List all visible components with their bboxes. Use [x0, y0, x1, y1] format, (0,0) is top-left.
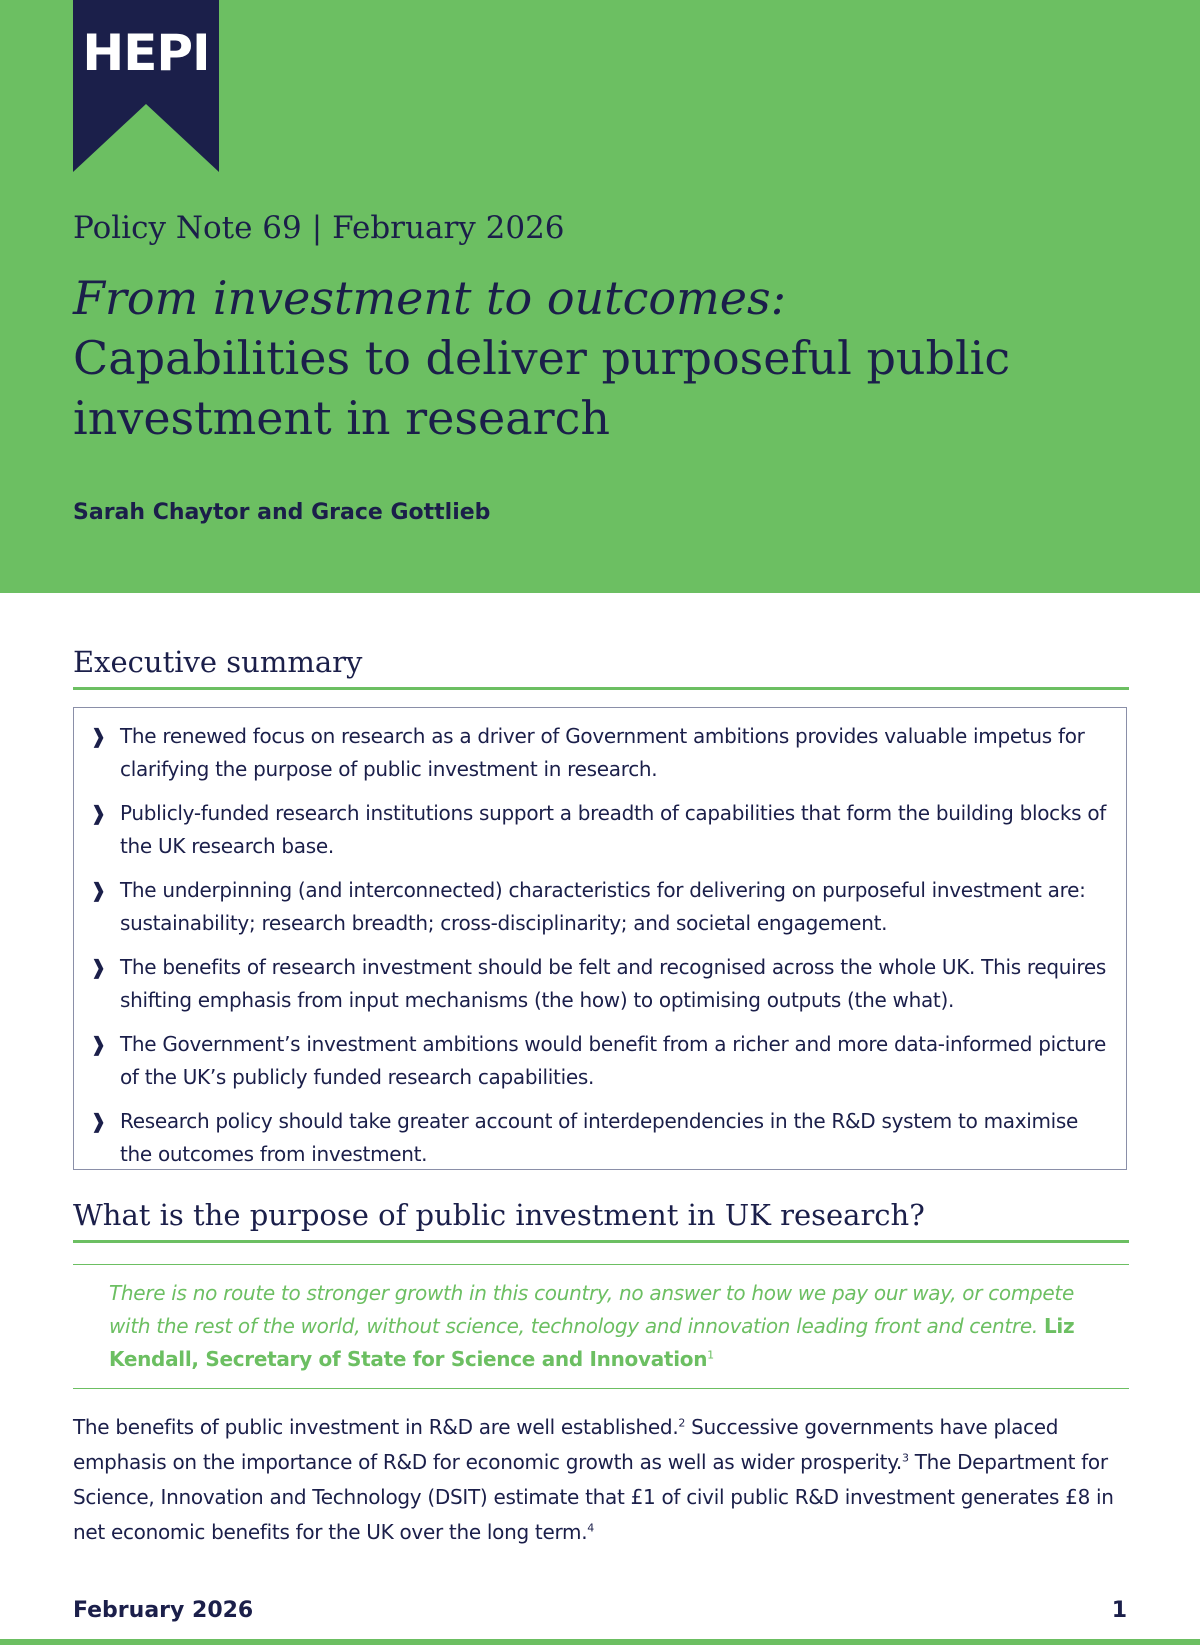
- footer-rule: [0, 1639, 1200, 1645]
- summary-item: [86, 720, 1108, 786]
- summary-item: [86, 1028, 1108, 1094]
- paragraph-sentence: The Department for Science, Innovation and Technology (DSIT) estimate that £1 of civil public R&D investment generates £8 in net economic benefits for the UK over the long term.: [73, 1450, 1114, 1544]
- footnote-marker: 4: [587, 1521, 594, 1535]
- authors: Sarah Chaytor and Grace Gottlieb: [73, 500, 491, 525]
- summary-item: [86, 1105, 1108, 1171]
- footnote-marker: 3: [901, 1451, 909, 1465]
- publication-meta: [73, 210, 565, 246]
- purpose-section-heading: What is the purpose of public investment in UK research?: [73, 1198, 1129, 1243]
- summary-item-text: Research policy should take greater account of interdependencies in the R&D system to maximise the outcomes from investment.: [120, 1109, 1079, 1166]
- chevron-right-icon: ❱: [90, 1032, 107, 1056]
- chevron-right-icon: ❱: [90, 878, 107, 902]
- chevron-right-icon: ❱: [90, 1109, 107, 1133]
- publication-date: February 2026: [332, 210, 565, 246]
- header-banner: [0, 0, 1200, 593]
- executive-summary-list: [86, 720, 1108, 1171]
- summary-item-text: The benefits of research investment should be felt and recognised across the whole UK. This requires shifting emphasis from input mechanisms (the how) to optimising outputs (the what).: [120, 955, 1107, 1012]
- executive-summary-box: [73, 707, 1127, 1170]
- footer-date: February 2026: [73, 1598, 254, 1623]
- chevron-right-icon: ❱: [90, 724, 107, 748]
- series-label: Policy Note 69: [73, 210, 302, 246]
- footnote-marker: 2: [678, 1416, 686, 1430]
- document-title: [73, 268, 1153, 448]
- pull-quote: [73, 1264, 1129, 1389]
- paragraph-sentence: Successive governments have placed emphasis on the importance of R&D for economic growth as well as wider prosperity.: [73, 1415, 1059, 1474]
- title-line-2: Capabilities to deliver purposeful public investment in research: [73, 331, 1011, 445]
- summary-item: [86, 874, 1108, 940]
- hepi-logo: [73, 0, 219, 172]
- summary-item-text: The renewed focus on research as a driver of Government ambitions provides valuable impetus for clarifying the purpose of public investment in research.: [120, 724, 1085, 781]
- quote-attribution: Liz Kendall, Secretary of State for Science and Innovation: [109, 1314, 1075, 1371]
- paragraph-sentence: The benefits of public investment in R&D are well established.: [73, 1415, 679, 1439]
- chevron-right-icon: ❱: [90, 955, 107, 979]
- summary-item-text: The underpinning (and interconnected) characteristics for delivering on purposeful investment are: sustainability; research breadth; cross-disciplinarity; and societal engagement.: [120, 878, 1086, 935]
- footnote-marker: 1: [707, 1348, 714, 1362]
- page-number: 1: [1111, 1598, 1127, 1623]
- summary-item-text: Publicly-funded research institutions support a breadth of capabilities that form the building blocks of the UK research base.: [120, 801, 1107, 858]
- logo-text: HEPI: [82, 24, 210, 82]
- summary-item: [86, 797, 1108, 863]
- meta-separator: |: [311, 210, 323, 246]
- title-line-1: From investment to outcomes:: [73, 271, 787, 325]
- summary-item: [86, 951, 1108, 1017]
- chevron-right-icon: ❱: [90, 801, 107, 825]
- executive-summary-heading: Executive summary: [73, 645, 1129, 690]
- quote-text: There is no route to stronger growth in this country, no answer to how we pay our way, or compete with the rest of the world, without science, technology and innovation leading front and centre.: [109, 1281, 1074, 1338]
- body-paragraph: [73, 1410, 1129, 1550]
- summary-item-text: The Government’s investment ambitions would benefit from a richer and more data-informed picture of the UK’s publicly funded research capabilities.: [120, 1032, 1106, 1089]
